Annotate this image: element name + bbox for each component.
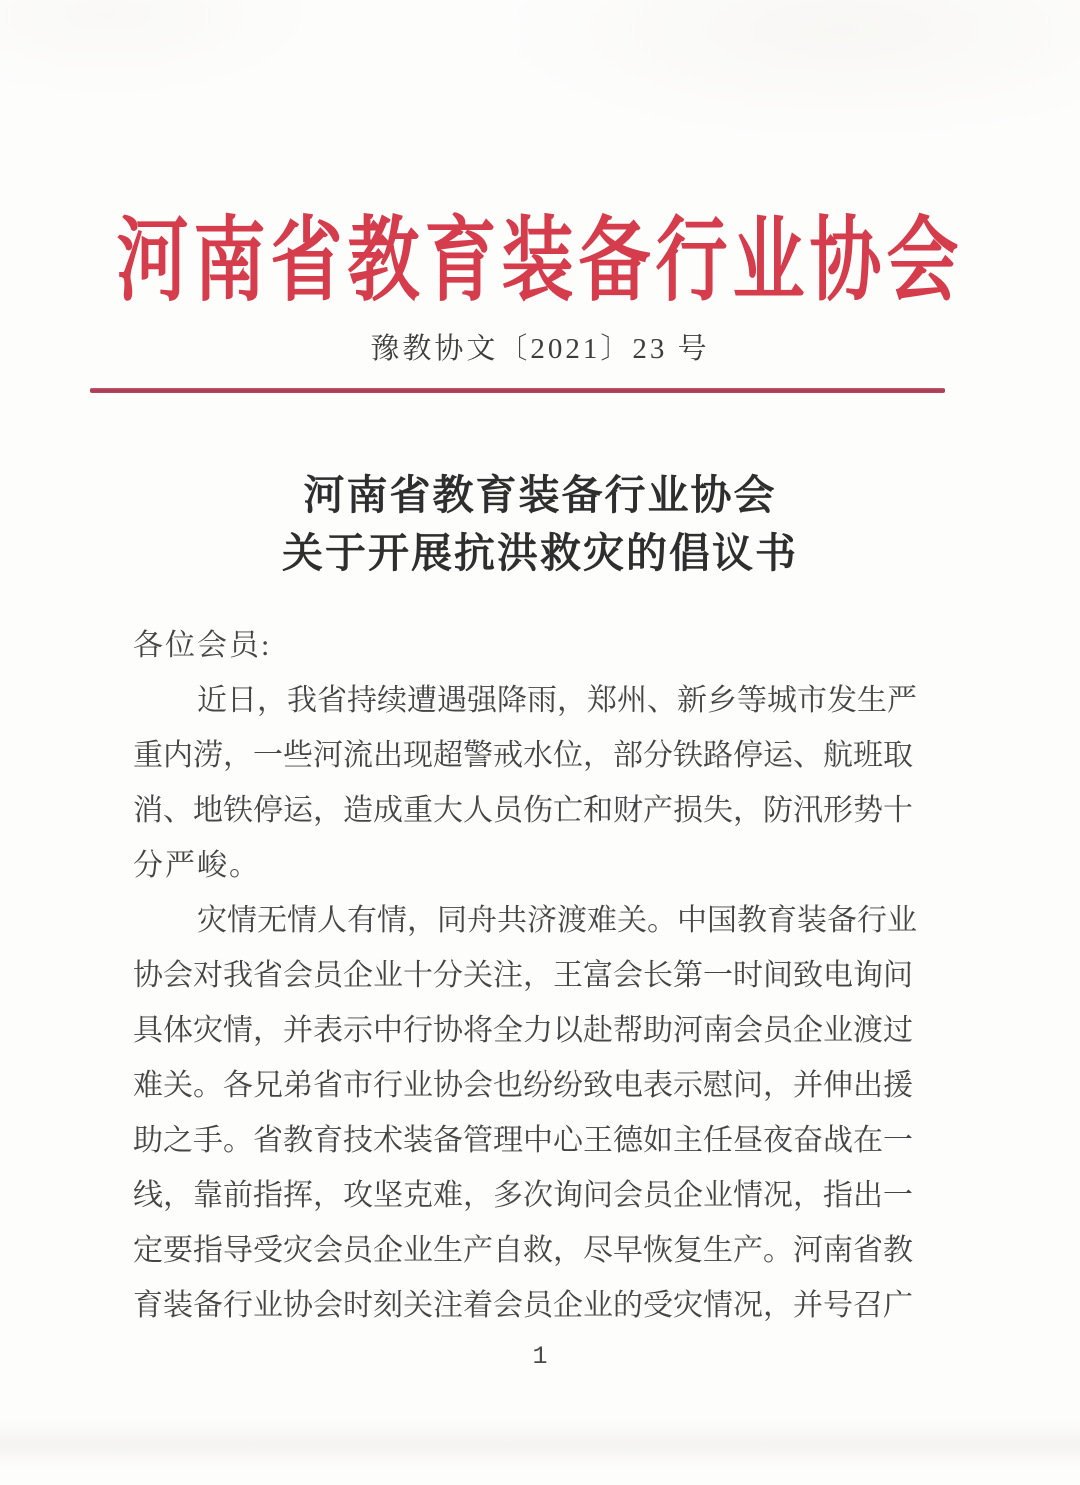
- body-line: 分严峻。: [133, 849, 261, 882]
- doc-title: [0, 466, 1080, 582]
- body-paragraphs: [133, 673, 917, 1333]
- body-line: 助之手。省教育技术装备管理中心王德如主任昼夜奋战在一: [133, 1124, 913, 1157]
- body-line: 重内涝，一些河流出现超警戒水位，部分铁路停运、航班取: [133, 739, 913, 772]
- doc-title-line1: 河南省教育装备行业协会: [303, 472, 777, 518]
- org-header-title: 河南省教育装备行业协会: [116, 210, 964, 313]
- doc-title-line2: 关于开展抗洪救灾的倡议书: [282, 530, 798, 576]
- body-line: 育装备行业协会时刻关注着会员企业的受灾情况，并号召广: [133, 1289, 913, 1322]
- red-divider-line: [90, 388, 945, 393]
- body-line: 灾情无情人有情，同舟共济渡难关。中国教育装备行业: [197, 904, 917, 937]
- body-line: 具体灾情，并表示中行协将全力以赴帮助河南会员企业渡过: [133, 1014, 913, 1047]
- doc-number: 豫教协文〔2021〕23 号: [370, 333, 710, 365]
- body-line: 难关。各兄弟省市行业协会也纷纷致电表示慰问，并伸出援: [133, 1069, 913, 1102]
- body-line: 线，靠前指挥，攻坚克难，多次询问会员企业情况，指出一: [133, 1179, 913, 1212]
- body-line: 协会对我省会员企业十分关注，王富会长第一时间致电询问: [133, 959, 913, 992]
- doc-body: [133, 618, 917, 1333]
- body-line: 定要指导受灾会员企业生产自救，尽早恢复生产。河南省教: [133, 1234, 913, 1267]
- body-line: 消、地铁停运，造成重大人员伤亡和财产损失，防汛形势十: [133, 794, 913, 827]
- page-number: 1: [532, 1342, 548, 1371]
- body-line: 近日，我省持续遭遇强降雨，郑州、新乡等城市发生严: [197, 684, 917, 717]
- scan-artifact-smudge: [0, 1419, 1080, 1467]
- salutation: 各位会员:: [133, 629, 272, 662]
